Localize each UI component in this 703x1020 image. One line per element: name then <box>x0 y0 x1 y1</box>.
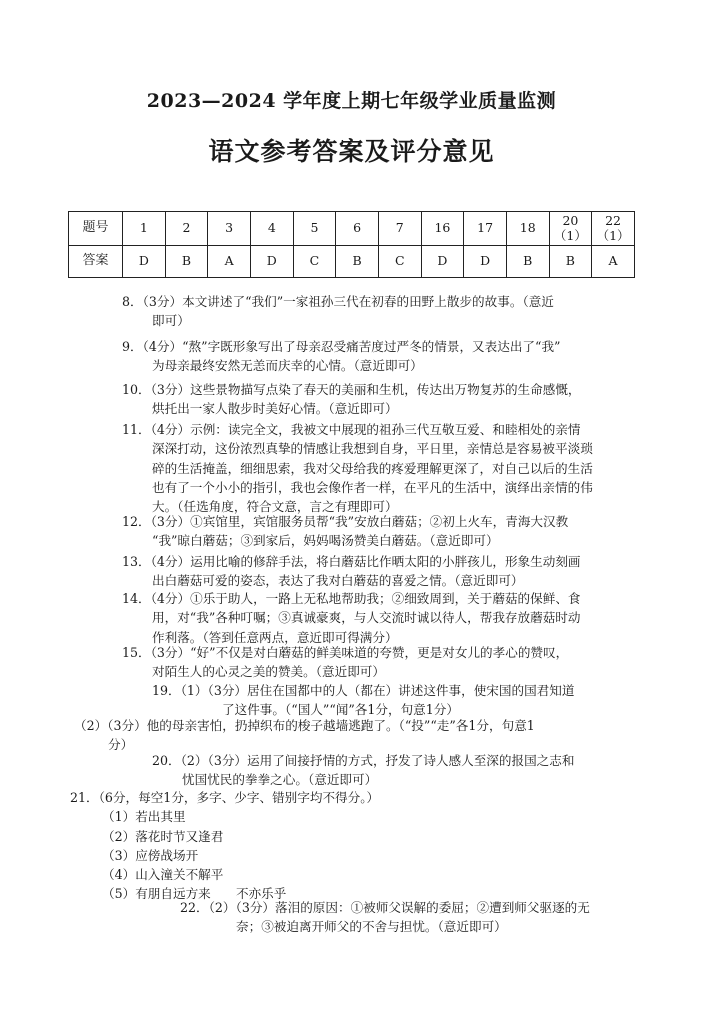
answer-item-q13 <box>122 552 581 591</box>
answer-line: （4）山入潼关不解平 <box>102 867 224 883</box>
answer-cell: B <box>549 246 592 278</box>
question-cell <box>165 212 208 246</box>
answer-line: （2）落花时节又逢君 <box>102 828 224 844</box>
document-subtitle: 语文参考答案及评分意见 <box>208 137 495 166</box>
answer-cell: B <box>506 246 549 278</box>
answer-cell: A <box>592 246 635 278</box>
answer-line: 即可） <box>152 313 190 329</box>
answer-cell: B <box>165 246 208 278</box>
answer-item-q21 <box>70 788 379 904</box>
answer-line: 也有了一个小小的指引，我也会像作者一样，在平凡的生活中，演绎出亲情的伟 <box>152 479 593 495</box>
answer-line: “我”晾白蘑菇；③到家后，妈妈喝汤赞美白蘑菇。（意近即可） <box>152 533 499 549</box>
answer-row <box>69 246 635 278</box>
answer-item-q19-2 <box>74 716 535 755</box>
answer-line: 19．（1）（3分）居住在国都中的人（都在）讲述这件事，使宋国的国君知道 <box>152 683 575 698</box>
answer-item-q10 <box>122 380 581 419</box>
question-number: 2 <box>182 220 191 236</box>
question-cell <box>208 212 251 246</box>
answer-item-q20 <box>152 751 574 790</box>
answer-cell: D <box>421 246 464 278</box>
answer-line: 21．（6分，每空1分，多字、少字、错别字均不得分。） <box>70 790 380 805</box>
answer-line: 14．（4分）①乐于助人，一路上无私地帮助我；②细致周到，关于蘑菇的保鲜、食 <box>122 591 581 606</box>
question-cell <box>506 212 549 246</box>
question-number: 1 <box>139 220 148 236</box>
answer-item-q22 <box>180 898 590 937</box>
answer-line: 20．（2）（3分）运用了间接抒情的方式，抒发了诗人感人至深的报国之志和 <box>152 753 575 768</box>
answer-line: 了这件事。（“国人”“闻”各1分，句意1分） <box>222 702 459 718</box>
answer-item-q11 <box>122 420 593 516</box>
answer-line: 8．（3分）本文讲述了“我们”一家祖孙三代在初春的田野上散步的故事。（意近 <box>122 294 554 309</box>
answer-item-q8 <box>122 292 554 331</box>
answer-item-q15 <box>122 643 568 682</box>
answer-cell: C <box>293 246 336 278</box>
answer-line: 12．（3分）①宾馆里，宾馆服务员帮“我”安放白蘑菇；②初上火车，青海大汉教 <box>122 514 569 529</box>
question-number: 3 <box>225 220 234 236</box>
question-number: 7 <box>395 220 404 236</box>
question-cell <box>421 212 464 246</box>
answer-line: （1）若出其里 <box>102 809 186 825</box>
answer-cell: D <box>464 246 507 278</box>
answer-line: 9．（4分）“熬”字既形象写出了母亲忍受痛苦度过严冬的情景，又表达出了“我” <box>122 339 561 354</box>
answer-table <box>68 211 635 278</box>
answer-line: 深深打动，这份浓烈真挚的情感让我想到自身，平日里，亲情总是容易被平淡琐 <box>152 441 593 457</box>
row-label-question: 题号 <box>69 212 123 246</box>
question-cell <box>378 212 421 246</box>
question-cell <box>592 212 635 246</box>
answer-item-q14 <box>122 589 581 647</box>
answer-line: 碎的生活掩盖，细细思索，我对父母给我的疼爱理解更深了，对自己以后的生活 <box>152 460 593 476</box>
question-cell <box>123 212 166 246</box>
answer-cell: C <box>378 246 421 278</box>
question-number: 18 <box>519 220 536 236</box>
answer-line: 烘托出一家人散步时美好心情。（意近即可） <box>152 401 398 417</box>
answer-line: 奈；③被迫离开师父的不舍与担忧。（意近即可） <box>236 919 507 935</box>
answer-cell: D <box>250 246 293 278</box>
question-number: 5 <box>310 220 319 236</box>
answer-line: （3）应傍战场开 <box>102 847 199 863</box>
question-cell <box>336 212 379 246</box>
question-number: 16 <box>434 220 451 236</box>
question-cell <box>250 212 293 246</box>
answer-line: 10．（3分）这些景物描写点染了春天的美丽和生机，传达出万物复苏的生命感慨， <box>122 382 581 397</box>
answer-line: 15．（3分）“好”不仅是对白蘑菇的鲜美味道的夸赞，更是对女儿的孝心的赞叹， <box>122 645 569 660</box>
document-title: 2023—2024 学年度上期七年级学业质量监测 <box>146 90 557 112</box>
answer-line: 忧国忧民的拳拳之心。（意近即可） <box>182 772 378 788</box>
question-number: 22 （1） <box>596 213 630 243</box>
answer-line: 13．（4分）运用比喻的修辞手法，将白蘑菇比作晒太阳的小胖孩儿，形象生动刻画 <box>122 554 581 569</box>
question-number-row <box>69 212 635 246</box>
question-number: 6 <box>353 220 362 236</box>
answer-line: 出白蘑菇可爱的姿态，表达了我对白蘑菇的喜爱之情。（意近即可） <box>152 573 524 589</box>
answer-line: 作利落。（答到任意两点，意近即可得满分） <box>152 629 398 645</box>
answer-line: （5）有朋自远方来 不亦乐乎 <box>102 886 287 902</box>
question-cell <box>549 212 592 246</box>
question-number: 4 <box>267 220 276 236</box>
answer-cell: A <box>208 246 251 278</box>
answer-line: 11．（4分）示例：读完全文，我被文中展现的祖孙三代互敬互爱、和睦相处的亲情 <box>122 422 581 437</box>
answer-line: 用，对“我”各种叮嘱；③真诚豪爽，与人交流时诚以待人，帮我存放蘑菇时动 <box>152 610 581 626</box>
answer-line: 大。（任选角度，符合文意，言之有理即可） <box>152 499 398 515</box>
row-label-answer: 答案 <box>69 246 123 278</box>
answer-item-q19-1 <box>152 681 574 720</box>
answer-cell: D <box>123 246 166 278</box>
question-cell <box>464 212 507 246</box>
answer-line: 分） <box>108 737 134 753</box>
answer-line: 为母亲最终安然无恙而庆幸的心情。（意近即可） <box>152 358 423 374</box>
answer-item-q9 <box>122 337 560 376</box>
answer-line: 22．（2）（3分）落泪的原因：①被师父误解的委屈；②遭到师父驱逐的无 <box>180 900 590 915</box>
answer-item-q12 <box>122 512 568 551</box>
question-cell <box>293 212 336 246</box>
answer-line: （2）（3分）他的母亲害怕，扔掉织布的梭子越墙逃跑了。（“投”“走”各1分，句意1 <box>74 718 535 733</box>
answer-line: 对陌生人的心灵之美的赞美。（意近即可） <box>152 664 385 680</box>
answer-cell: B <box>336 246 379 278</box>
question-number: 17 <box>477 220 494 236</box>
question-number: 20 （1） <box>553 213 587 243</box>
